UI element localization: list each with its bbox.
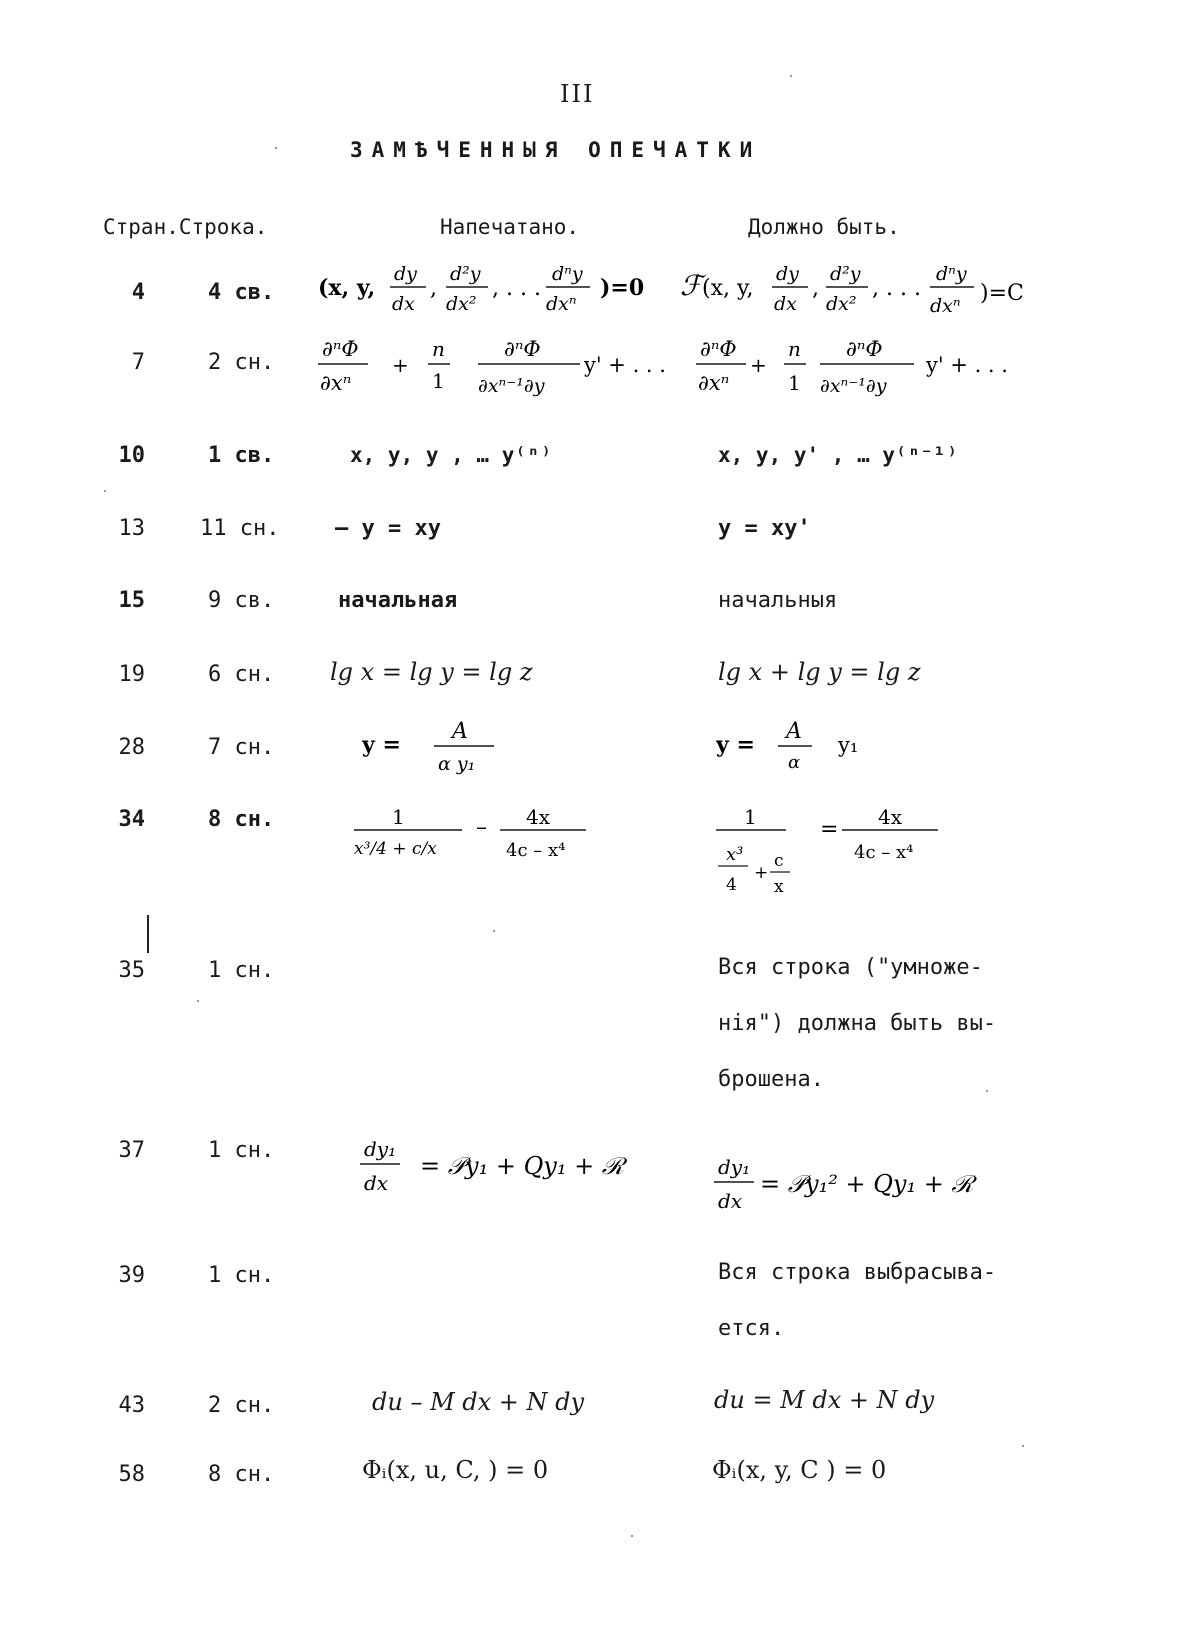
correct-value: Φᵢ(x, y, C ) = 0: [712, 1456, 887, 1484]
svg-text:= 𝒫y₁² + Qy₁ + ℛ: = 𝒫y₁² + Qy₁ + ℛ: [760, 1170, 974, 1198]
correct-formula: [714, 1150, 1014, 1220]
row-line: 2 сн.: [208, 350, 275, 375]
svg-text:∂ⁿΦ: ∂ⁿΦ: [846, 337, 883, 361]
printed-value: начальная: [338, 588, 458, 613]
correct-formula: [680, 255, 1040, 325]
svg-text:4x: 4x: [526, 805, 551, 829]
printed-formula: [318, 255, 688, 325]
scan-speck: [1022, 1445, 1024, 1447]
row-line: 7 сн.: [208, 735, 275, 760]
correct-value: du = M dx + N dy: [714, 1386, 935, 1414]
svg-text:dx: dx: [718, 1189, 743, 1213]
svg-text:d²y: d²y: [830, 263, 861, 285]
row-line: 11 сн.: [200, 516, 280, 541]
row-page: 10: [118, 443, 145, 468]
svg-text:)=0: )=0: [600, 275, 645, 301]
svg-text:y =: y =: [716, 732, 755, 758]
ink-mark: [147, 915, 149, 953]
svg-text:dy: dy: [776, 263, 799, 285]
svg-text:(x, y,: (x, y,: [318, 275, 376, 301]
svg-text:dy: dy: [394, 263, 417, 285]
row-page: 43: [118, 1393, 145, 1418]
correct-formula: [696, 330, 1026, 410]
svg-text:c: c: [774, 851, 784, 871]
row-line: 8 сн.: [208, 1462, 275, 1487]
svg-text:x³/4 + c/x: x³/4 + c/x: [354, 839, 437, 859]
svg-text:x: x: [774, 877, 784, 897]
svg-text:dx: dx: [774, 293, 797, 315]
note-line: ется.: [718, 1316, 785, 1341]
note-line: Вся строка выбрасыва-: [718, 1260, 997, 1285]
svg-text:1: 1: [432, 369, 445, 393]
svg-text:∂xⁿ⁻¹∂y: ∂xⁿ⁻¹∂y: [820, 375, 887, 397]
correct-note: [718, 940, 996, 1108]
svg-text:, . . .: , . . .: [872, 276, 921, 301]
svg-text:x³: x³: [726, 844, 744, 865]
printed-value: x, y, y , … y⁽ⁿ⁾: [350, 443, 553, 467]
printed-formula: [360, 1132, 660, 1202]
svg-text:dⁿy: dⁿy: [552, 263, 583, 285]
row-page: 7: [131, 350, 145, 375]
svg-text:,: ,: [812, 276, 819, 301]
svg-text:(x, y,: (x, y,: [702, 276, 754, 301]
scan-speck: [790, 75, 792, 77]
svg-text:dx: dx: [392, 293, 415, 315]
printed-formula: [362, 712, 512, 782]
note-line: Вся строка ("умноже-: [718, 955, 983, 980]
note-line: нія") должна быть вы-: [718, 1011, 997, 1036]
row-line: 2 сн.: [208, 1393, 275, 1418]
svg-text:1: 1: [392, 805, 405, 829]
svg-text:∂ⁿΦ: ∂ⁿΦ: [322, 337, 359, 361]
svg-text:–: –: [476, 815, 487, 840]
correct-formula: [716, 712, 886, 782]
scan-speck: [493, 930, 495, 932]
svg-text:=: =: [820, 817, 839, 842]
column-header-should-be: Должно быть.: [748, 215, 900, 239]
svg-text:y' + . . .: y' + . . .: [926, 353, 1008, 377]
row-page: 4: [131, 280, 145, 305]
svg-text:∂ⁿΦ: ∂ⁿΦ: [504, 337, 541, 361]
column-header-page-line: Стран.Строка.: [103, 215, 268, 239]
printed-value: du – M dx + N dy: [372, 1388, 585, 1416]
svg-text:n: n: [432, 337, 445, 361]
svg-text:1: 1: [788, 371, 801, 395]
svg-text:= 𝒫y₁ + Qy₁ + ℛ: = 𝒫y₁ + Qy₁ + ℛ: [420, 1152, 625, 1180]
svg-text:4c – x⁴: 4c – x⁴: [506, 840, 566, 861]
correct-value: начальныя: [718, 588, 838, 613]
svg-text:∂ⁿΦ: ∂ⁿΦ: [700, 337, 737, 361]
row-page: 37: [118, 1138, 145, 1163]
svg-text:dy₁: dy₁: [364, 1137, 397, 1161]
page-number: III: [560, 80, 595, 108]
svg-text:4: 4: [726, 875, 737, 895]
svg-text:+: +: [750, 353, 767, 377]
printed-formula: [350, 800, 620, 880]
row-page: 39: [118, 1263, 145, 1288]
correct-formula: [712, 800, 982, 910]
svg-text:A: A: [452, 719, 468, 744]
svg-text:dxⁿ: dxⁿ: [930, 295, 961, 317]
column-header-printed: Напечатано.: [440, 215, 580, 239]
row-page: 28: [118, 735, 145, 760]
correct-value: y = xy': [718, 516, 811, 541]
svg-text:, . . .: , . . .: [492, 276, 541, 301]
svg-text:1: 1: [744, 805, 757, 829]
svg-text:4x: 4x: [878, 805, 903, 829]
row-line: 6 сн.: [208, 662, 275, 687]
scan-speck: [104, 490, 106, 492]
svg-text:dx²: dx²: [826, 293, 857, 315]
svg-text:∂xⁿ⁻¹∂y: ∂xⁿ⁻¹∂y: [478, 375, 545, 397]
svg-text:dⁿy: dⁿy: [936, 263, 967, 285]
svg-text:∂xⁿ: ∂xⁿ: [320, 371, 352, 395]
printed-value: lg x = lg y = lg z: [330, 658, 533, 686]
correct-value: lg x + lg y = lg z: [718, 658, 921, 686]
svg-text:α y₁: α y₁: [438, 753, 476, 775]
printed-value: Φᵢ(x, u, C, ) = 0: [362, 1456, 549, 1484]
errata-heading: ЗАМѢЧЕННЫЯ ОПЕЧАТКИ: [350, 138, 762, 162]
scan-speck: [986, 1090, 988, 1092]
row-line: 9 св.: [208, 588, 275, 613]
svg-text:y₁: y₁: [838, 733, 859, 757]
svg-text:)=C: )=C: [980, 281, 1024, 306]
correct-note: [718, 1245, 996, 1357]
note-line: брошена.: [718, 1067, 824, 1092]
row-line: 1 сн.: [208, 1263, 275, 1288]
svg-text:+: +: [754, 863, 769, 883]
svg-text:∂xⁿ: ∂xⁿ: [698, 371, 730, 395]
row-page: 15: [118, 588, 145, 613]
row-line: 1 св.: [208, 443, 275, 468]
svg-text:d²y: d²y: [450, 263, 481, 285]
row-page: 34: [118, 807, 145, 832]
svg-text:,: ,: [430, 276, 437, 301]
printed-value: – y = xy: [335, 516, 441, 541]
scan-speck: [631, 1535, 633, 1537]
row-page: 58: [118, 1462, 145, 1487]
svg-text:n: n: [788, 337, 801, 361]
row-page: 19: [118, 662, 145, 687]
svg-text:dxⁿ: dxⁿ: [546, 293, 577, 315]
svg-text:A: A: [786, 719, 802, 744]
row-line: 4 св.: [208, 280, 275, 305]
scan-speck: [197, 1000, 199, 1002]
row-line: 1 сн.: [208, 958, 275, 983]
svg-text:α: α: [788, 752, 801, 773]
svg-text:ℱ: ℱ: [680, 269, 703, 302]
svg-text:y =: y =: [362, 732, 401, 758]
svg-text:dx²: dx²: [446, 293, 477, 315]
row-line: 1 сн.: [208, 1138, 275, 1163]
svg-text:y' + . . .: y' + . . .: [584, 353, 666, 377]
scan-speck: [275, 147, 277, 149]
printed-formula: [318, 330, 688, 410]
correct-value: x, y, y' , … y⁽ⁿ⁻¹⁾: [718, 443, 959, 467]
row-page: 35: [118, 958, 145, 983]
row-page: 13: [118, 516, 145, 541]
svg-text:dx: dx: [364, 1171, 389, 1195]
svg-text:4c – x⁴: 4c – x⁴: [854, 842, 914, 863]
row-line: 8 сн.: [208, 807, 275, 832]
svg-text:+: +: [392, 353, 409, 377]
svg-text:dy₁: dy₁: [718, 1155, 751, 1179]
